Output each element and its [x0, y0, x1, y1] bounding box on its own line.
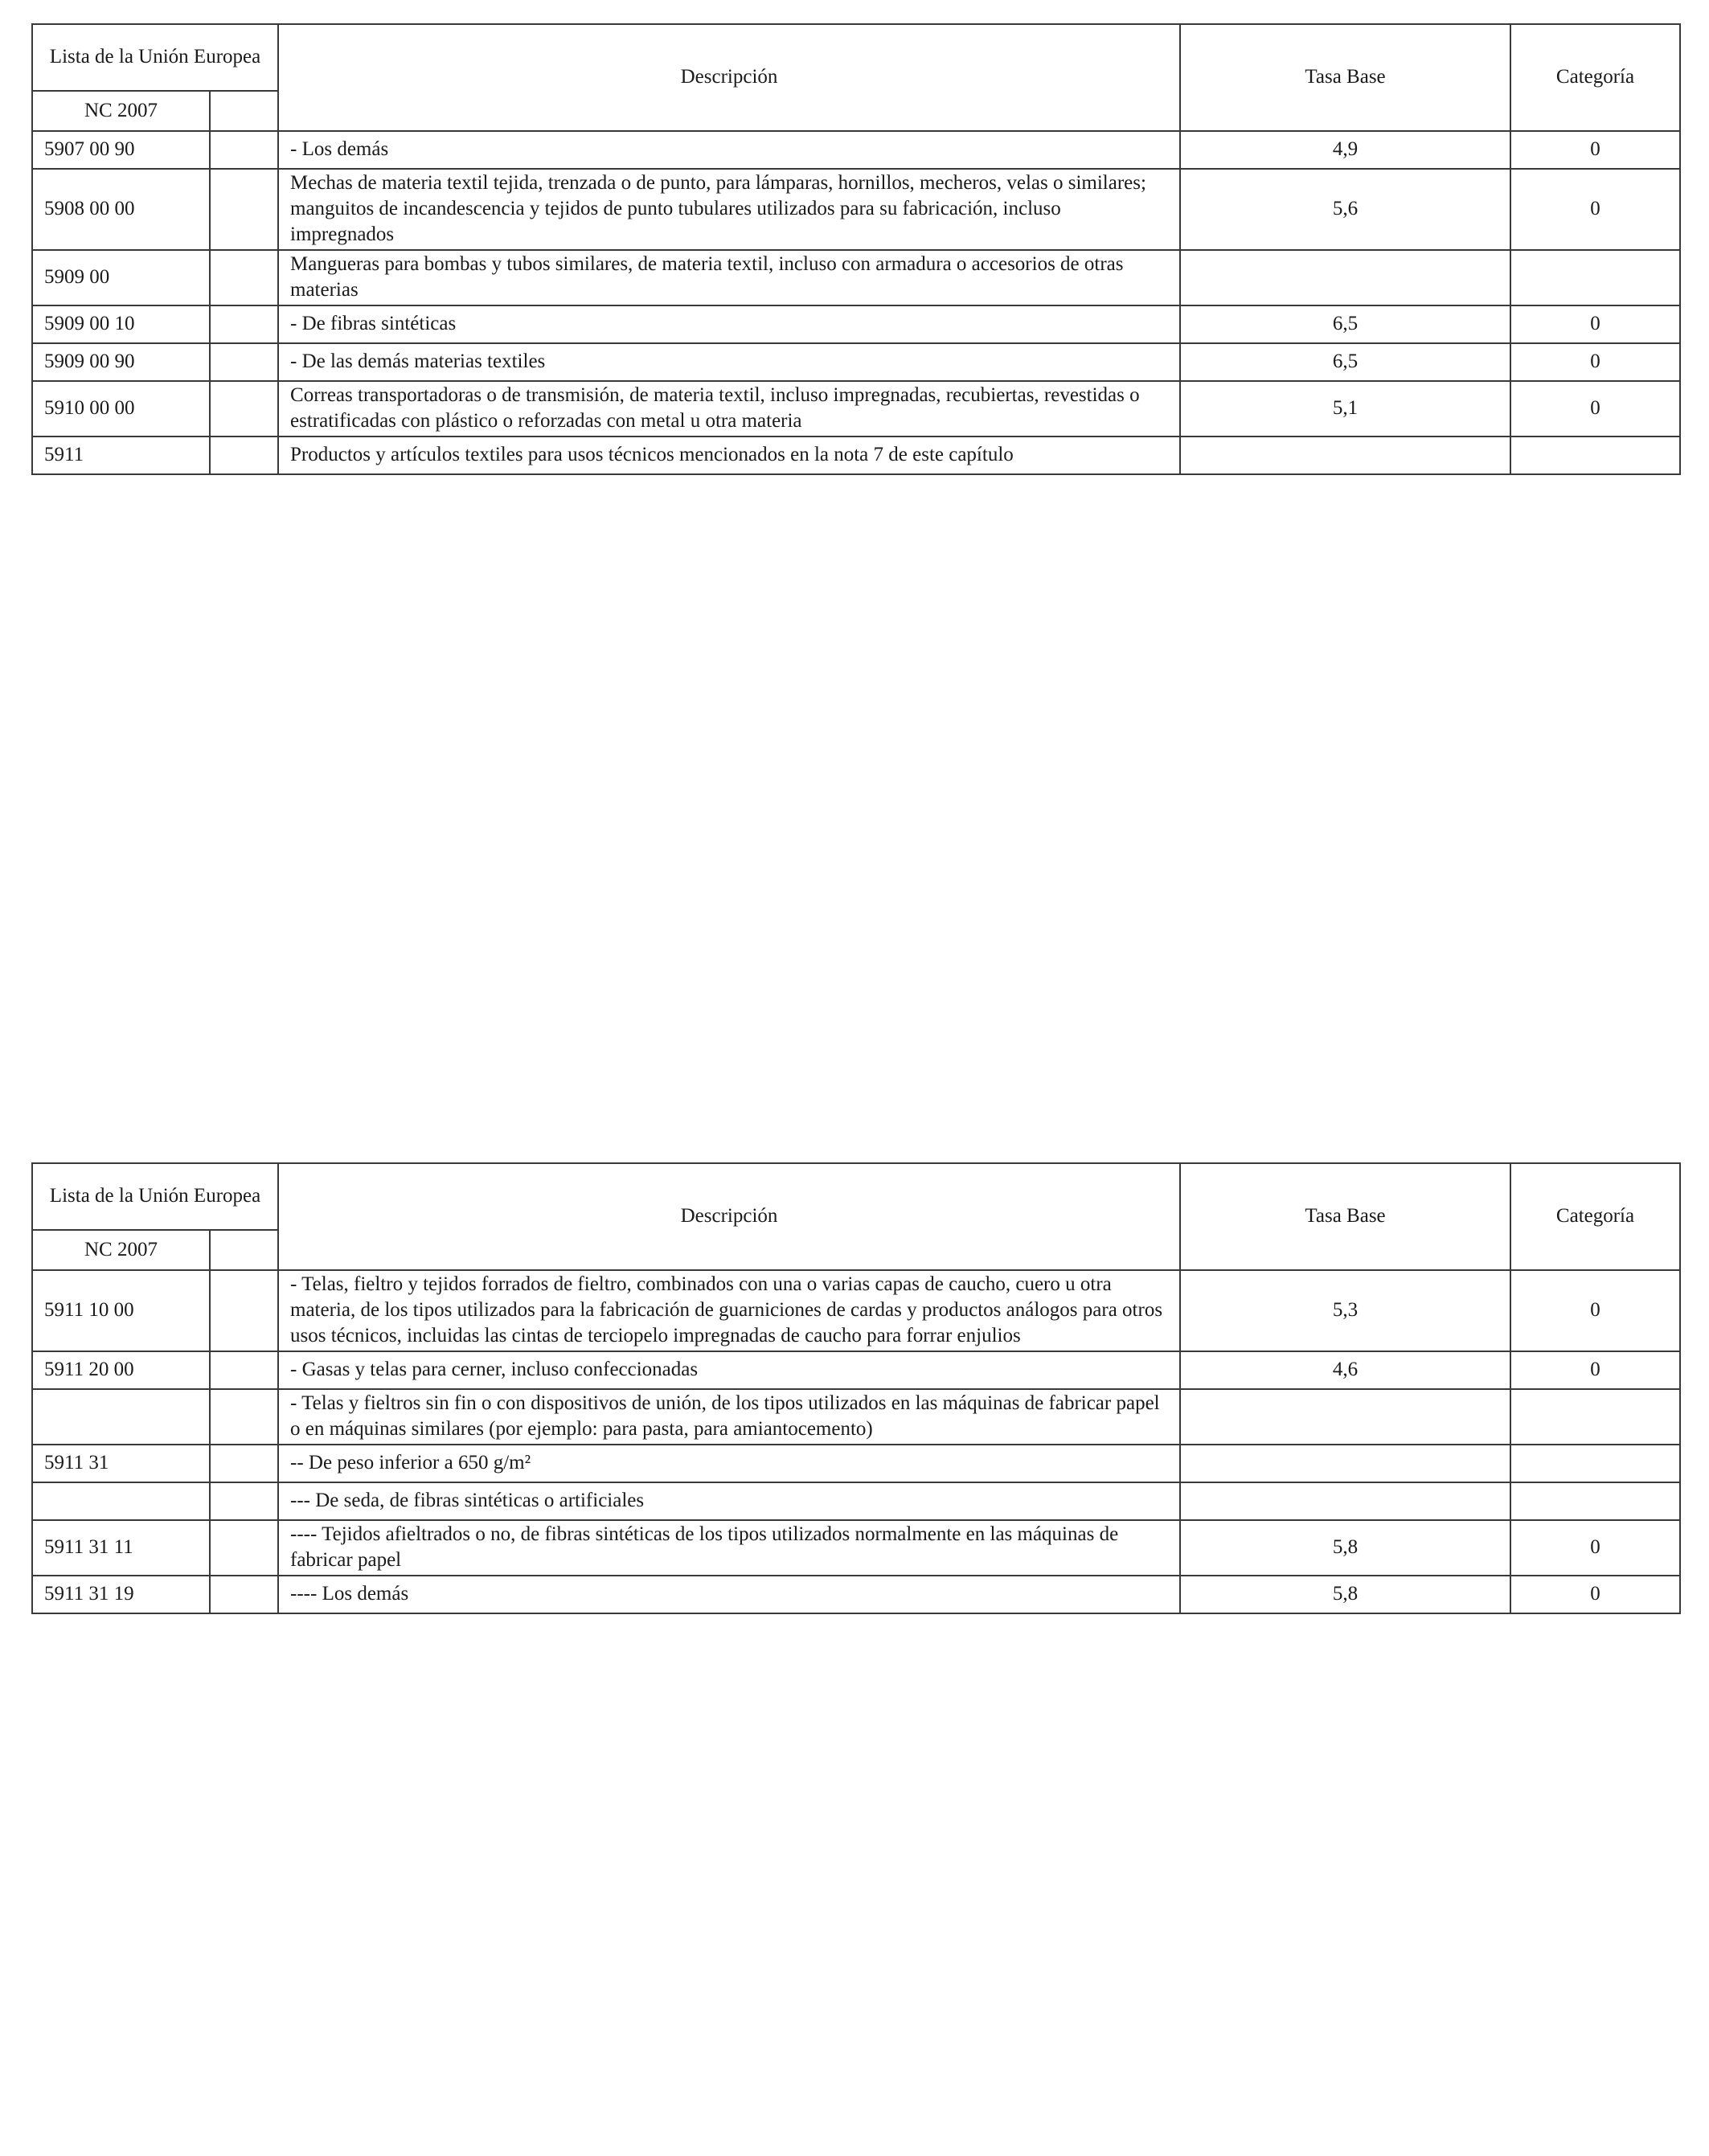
category-cell: 0 — [1510, 381, 1680, 437]
base-rate-cell: 5,8 — [1180, 1576, 1510, 1613]
table-row — [32, 1445, 1680, 1482]
header-category: Categoría — [1510, 24, 1680, 131]
category-cell — [1510, 1389, 1680, 1445]
base-rate-cell: 5,6 — [1180, 169, 1510, 250]
base-rate-cell — [1180, 1482, 1510, 1520]
category-cell: 0 — [1510, 1520, 1680, 1576]
blank-cell — [210, 1351, 278, 1389]
blank-cell — [210, 250, 278, 305]
header-nc-2007: NC 2007 — [32, 91, 210, 131]
blank-cell — [210, 1576, 278, 1613]
header-base-rate: Tasa Base — [1180, 1163, 1510, 1270]
blank-cell — [210, 381, 278, 437]
table-row — [32, 131, 1680, 169]
base-rate-cell — [1180, 1445, 1510, 1482]
base-rate-cell: 6,5 — [1180, 305, 1510, 343]
tariff-code: 5909 00 — [32, 250, 210, 305]
category-cell: 0 — [1510, 1576, 1680, 1613]
description-cell: - Los demás — [278, 131, 1180, 169]
blank-cell — [210, 1445, 278, 1482]
header-description: Descripción — [278, 24, 1180, 131]
blank-cell — [210, 131, 278, 169]
header-blank-cell — [210, 1230, 278, 1270]
header-eu-list: Lista de la Unión Europea — [32, 24, 278, 91]
table-row — [32, 437, 1680, 474]
base-rate-cell: 6,5 — [1180, 343, 1510, 381]
base-rate-cell — [1180, 1389, 1510, 1445]
header-description: Descripción — [278, 1163, 1180, 1270]
category-cell: 0 — [1510, 131, 1680, 169]
base-rate-cell: 4,9 — [1180, 131, 1510, 169]
table-row — [32, 1520, 1680, 1576]
table-row — [32, 343, 1680, 381]
tariff-code: 5908 00 00 — [32, 169, 210, 250]
blank-cell — [210, 169, 278, 250]
base-rate-cell: 5,3 — [1180, 1270, 1510, 1351]
header-nc-2007: NC 2007 — [32, 1230, 210, 1270]
tariff-code — [32, 1389, 210, 1445]
table-row — [32, 250, 1680, 305]
blank-cell — [210, 437, 278, 474]
blank-cell — [210, 1520, 278, 1576]
tariff-code: 5911 — [32, 437, 210, 474]
base-rate-cell: 5,1 — [1180, 381, 1510, 437]
header-blank-cell — [210, 91, 278, 131]
table-row — [32, 381, 1680, 437]
description-cell: - Telas, fieltro y tejidos forrados de fieltro, combinados con una o varias capas de caucho, cuero u otra materia, de los tipos utilizados para la fabricación de guarniciones de cardas y productos análogos para otros usos técnicos, incluidas las cintas de terciopelo impregnadas de caucho para forrar enjulios — [278, 1270, 1180, 1351]
tariff-table-1 — [31, 23, 1681, 475]
tariff-code: 5911 31 19 — [32, 1576, 210, 1613]
table-row — [32, 1389, 1680, 1445]
description-cell: ---- Los demás — [278, 1576, 1180, 1613]
description-cell: - De las demás materias textiles — [278, 343, 1180, 381]
base-rate-cell: 4,6 — [1180, 1351, 1510, 1389]
description-cell: --- De seda, de fibras sintéticas o artificiales — [278, 1482, 1180, 1520]
header-eu-list: Lista de la Unión Europea — [32, 1163, 278, 1230]
blank-cell — [210, 305, 278, 343]
blank-cell — [210, 1389, 278, 1445]
header-category: Categoría — [1510, 1163, 1680, 1270]
base-rate-cell: 5,8 — [1180, 1520, 1510, 1576]
category-cell — [1510, 1482, 1680, 1520]
description-cell: - Telas y fieltros sin fin o con dispositivos de unión, de los tipos utilizados en las máquinas de fabricar papel o en máquinas similares (por ejemplo: para pasta, para amiantocemento) — [278, 1389, 1180, 1445]
category-cell: 0 — [1510, 1351, 1680, 1389]
tariff-code: 5911 10 00 — [32, 1270, 210, 1351]
category-cell — [1510, 437, 1680, 474]
description-cell: - De fibras sintéticas — [278, 305, 1180, 343]
header-base-rate: Tasa Base — [1180, 24, 1510, 131]
tariff-code: 5910 00 00 — [32, 381, 210, 437]
table-row — [32, 1270, 1680, 1351]
tariff-code: 5907 00 90 — [32, 131, 210, 169]
tariff-code: 5911 20 00 — [32, 1351, 210, 1389]
category-cell — [1510, 250, 1680, 305]
table-row — [32, 169, 1680, 250]
description-cell: Mechas de materia textil tejida, trenzada o de punto, para lámparas, hornillos, mecheros, velas o similares; manguitos de incandescencia y tejidos de punto tubulares utilizados para su fabricación, incluso impregnados — [278, 169, 1180, 250]
blank-cell — [210, 343, 278, 381]
table-row — [32, 1351, 1680, 1389]
table-row — [32, 305, 1680, 343]
tariff-table-2 — [31, 1162, 1681, 1614]
description-cell: Mangueras para bombas y tubos similares, de materia textil, incluso con armadura o accesorios de otras materias — [278, 250, 1180, 305]
description-cell: Correas transportadoras o de transmisión, de materia textil, incluso impregnadas, recubiertas, revestidas o estratificadas con plástico o reforzadas con metal u otra materia — [278, 381, 1180, 437]
table-row — [32, 1576, 1680, 1613]
tariff-code — [32, 1482, 210, 1520]
tariff-code: 5911 31 11 — [32, 1520, 210, 1576]
description-cell: - Gasas y telas para cerner, incluso confeccionadas — [278, 1351, 1180, 1389]
tariff-code: 5909 00 10 — [32, 305, 210, 343]
description-cell: -- De peso inferior a 650 g/m² — [278, 1445, 1180, 1482]
description-cell: Productos y artículos textiles para usos técnicos mencionados en la nota 7 de este capítulo — [278, 437, 1180, 474]
base-rate-cell — [1180, 437, 1510, 474]
base-rate-cell — [1180, 250, 1510, 305]
category-cell — [1510, 1445, 1680, 1482]
blank-cell — [210, 1482, 278, 1520]
table-row — [32, 1482, 1680, 1520]
blank-cell — [210, 1270, 278, 1351]
category-cell: 0 — [1510, 169, 1680, 250]
category-cell: 0 — [1510, 1270, 1680, 1351]
description-cell: ---- Tejidos afieltrados o no, de fibras sintéticas de los tipos utilizados normalmente en las máquinas de fabricar papel — [278, 1520, 1180, 1576]
tariff-code: 5909 00 90 — [32, 343, 210, 381]
tariff-code: 5911 31 — [32, 1445, 210, 1482]
category-cell: 0 — [1510, 305, 1680, 343]
category-cell: 0 — [1510, 343, 1680, 381]
